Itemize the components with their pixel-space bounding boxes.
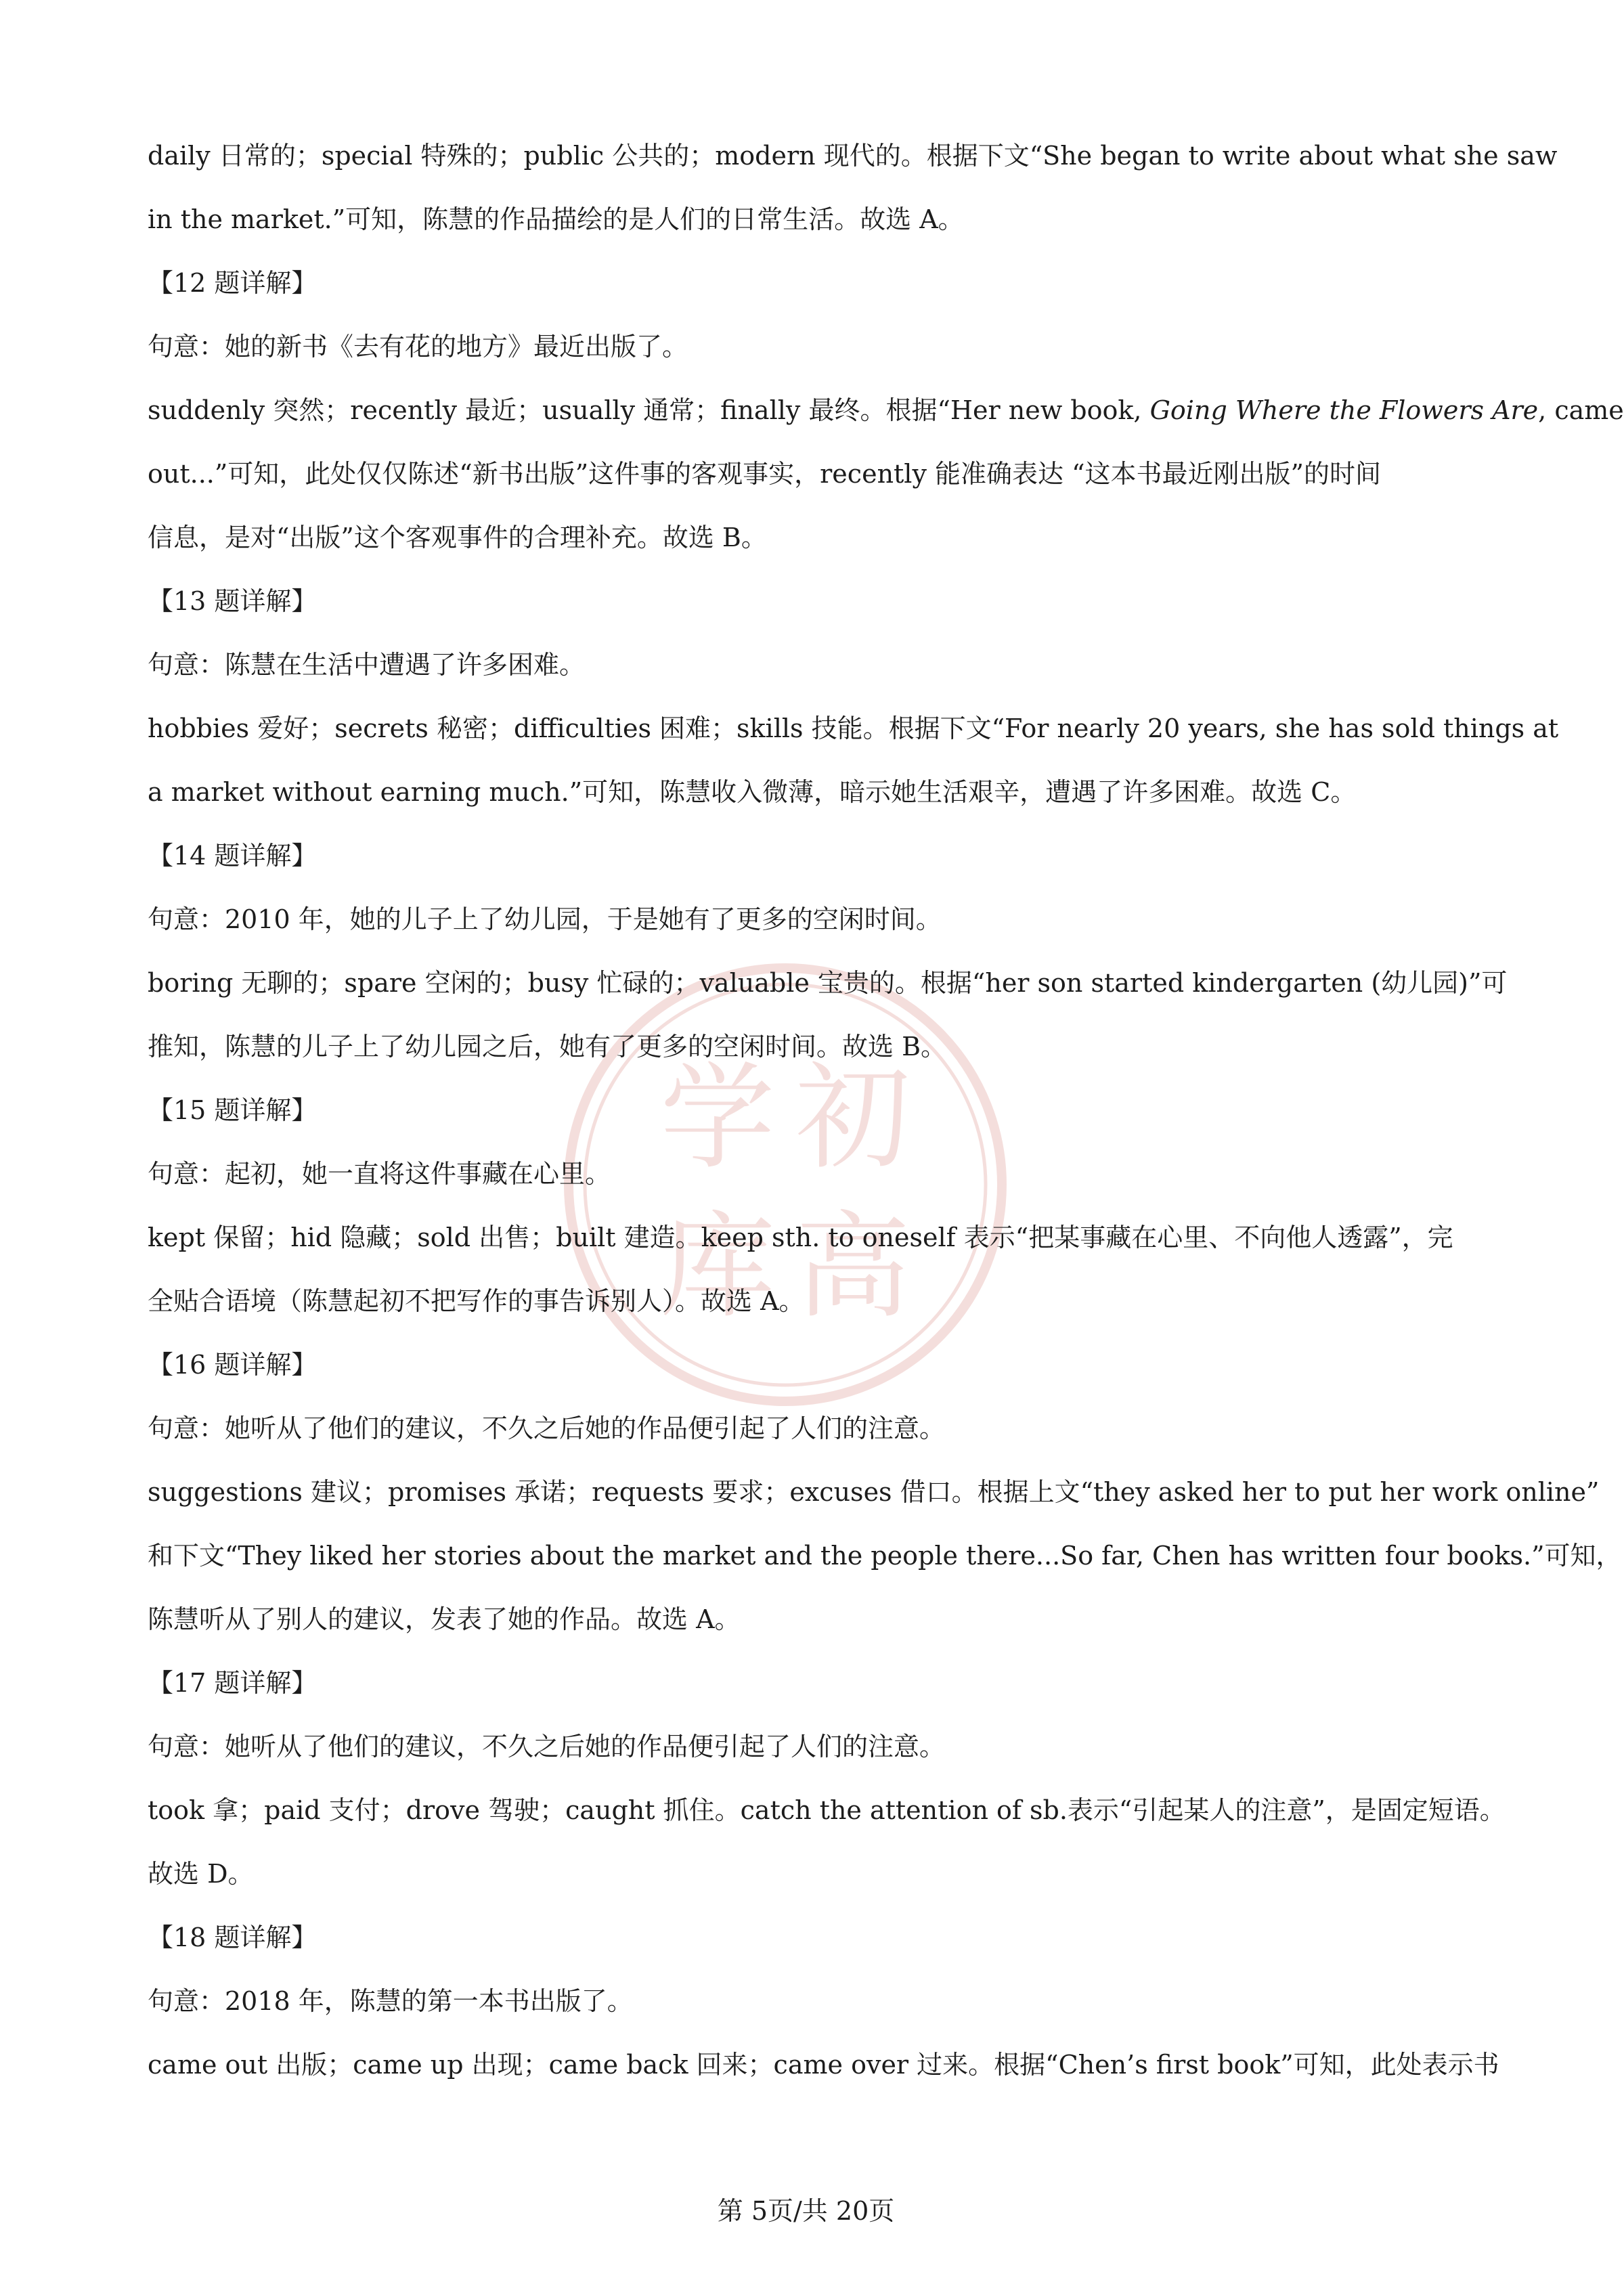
body-line: in the market.”可知，陈慧的作品描绘的是人们的日常生活。故选 A。 bbox=[148, 204, 964, 234]
body-line: kept 保留；hid 隐藏；sold 出售；built 建造。keep sth. to oneself 表示“把某事藏在心里、不向他人透露”，完 bbox=[148, 1223, 1453, 1252]
sentence-meaning: 句意：她听从了他们的建议，不久之后她的作品便引起了人们的注意。 bbox=[148, 1732, 946, 1761]
body-line: boring 无聊的；spare 空闲的；busy 忙碌的；valuable 宝贵的。根据“her son started kindergarten (幼儿园)”可 bbox=[148, 968, 1508, 998]
watermark-char: 学 bbox=[660, 1051, 776, 1185]
body-line: suggestions 建议；promises 承诺；requests 要求；excuses 借口。根据上文“they asked her to put her work online” bbox=[148, 1477, 1600, 1507]
section-heading: 【14 题详解】 bbox=[148, 841, 317, 871]
body-line: 故选 D。 bbox=[148, 1859, 254, 1889]
section-heading: 【16 题详解】 bbox=[148, 1350, 317, 1380]
sentence-meaning: 句意：陈慧在生活中遭遇了许多困难。 bbox=[148, 650, 586, 680]
watermark-char: 库 bbox=[660, 1200, 776, 1334]
body-line: 全贴合语境（陈慧起初不把写作的事告诉别人）。故选 A。 bbox=[148, 1286, 805, 1316]
sentence-meaning: 句意：她听从了他们的建议，不久之后她的作品便引起了人们的注意。 bbox=[148, 1413, 946, 1443]
sentence-meaning: 句意：她的新书《去有花的地方》最近出版了。 bbox=[148, 332, 688, 361]
section-heading: 【12 题详解】 bbox=[148, 268, 317, 298]
body-line: 信息，是对“出版”这个客观事件的合理补充。故选 B。 bbox=[148, 523, 767, 552]
body-line: hobbies 爱好；secrets 秘密；difficulties 困难；skills 技能。根据下文“For nearly 20 years, she has sold things at bbox=[148, 714, 1559, 743]
text-run: suddenly 突然；recently 最近；usually 通常；finally 最终。根据“Her new book, bbox=[148, 395, 1150, 425]
sentence-meaning: 句意：2018 年，陈慧的第一本书出版了。 bbox=[148, 1986, 633, 2016]
section-heading: 【17 题详解】 bbox=[148, 1668, 317, 1698]
body-line: came out 出版；came up 出现；came back 回来；came over 过来。根据“Chen’s first book”可知，此处表示书 bbox=[148, 2050, 1499, 2080]
watermark-char: 高 bbox=[795, 1200, 911, 1334]
section-heading: 【13 题详解】 bbox=[148, 586, 317, 616]
page-number-footer: 第 5页/共 20页 bbox=[717, 2196, 895, 2226]
section-heading: 【15 题详解】 bbox=[148, 1095, 317, 1125]
section-heading: 【18 题详解】 bbox=[148, 1923, 317, 1952]
body-line: out...”可知，此处仅仅陈述“新书出版”这件事的客观事实，recently 能准确表达 “这本书最近刚出版”的时间 bbox=[148, 459, 1381, 489]
text-run: , came bbox=[1538, 395, 1624, 425]
body-line: 推知，陈慧的儿子上了幼儿园之后，她有了更多的空闲时间。故选 B。 bbox=[148, 1032, 947, 1061]
watermark-char: 初 bbox=[795, 1051, 911, 1185]
body-line: a market without earning much.”可知，陈慧收入微薄，暗示她生活艰辛，遭遇了许多困难。故选 C。 bbox=[148, 777, 1357, 807]
body-line: 陈慧听从了别人的建议，发表了她的作品。故选 A。 bbox=[148, 1604, 741, 1634]
sentence-meaning: 句意：起初，她一直将这件事藏在心里。 bbox=[148, 1159, 611, 1189]
sentence-meaning: 句意：2010 年，她的儿子上了幼儿园，于是她有了更多的空闲时间。 bbox=[148, 904, 942, 934]
body-line bbox=[148, 391, 1624, 429]
body-line: 和下文“They liked her stories about the market and the people there...So far, Chen has written four books.”可知， bbox=[148, 1541, 1622, 1571]
body-line: took 拿；paid 支付；drove 驾驶；caught 抓住。catch the attention of sb.表示“引起某人的注意”，是固定短语。 bbox=[148, 1795, 1506, 1825]
body-line: daily 日常的；special 特殊的；public 公共的；modern 现代的。根据下文“She began to write about what she saw bbox=[148, 141, 1558, 171]
book-title: Going Where the Flowers Are bbox=[1149, 395, 1539, 425]
